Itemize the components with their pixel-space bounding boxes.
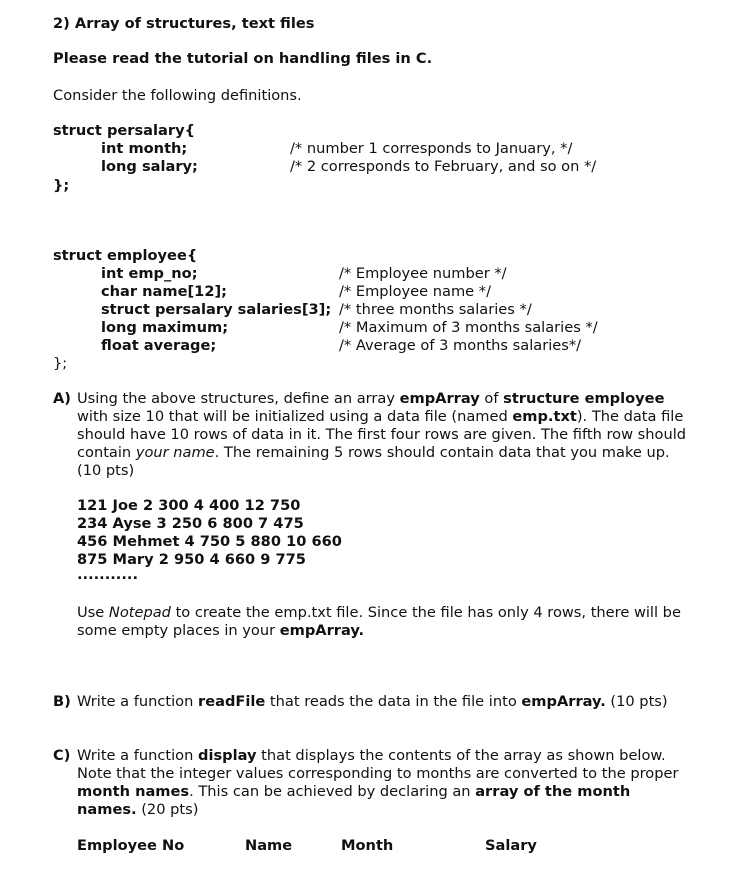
data-row: 875 Mary 2 950 4 660 9 775 [77, 551, 306, 568]
data-row: 456 Mehmet 4 750 5 880 10 660 [77, 533, 342, 550]
struct-employee-close: }; [53, 355, 68, 372]
part-a-emparray: empArray [399, 390, 480, 407]
part-c-text: (20 pts) [136, 801, 199, 818]
struct-employee-field-name: char name[12]; [101, 283, 227, 300]
header-month: Month [341, 837, 394, 854]
header-salary: Salary [485, 837, 537, 854]
header-employee-no: Employee No [77, 837, 185, 854]
part-a-text: Using the above structures, define an array [77, 390, 400, 407]
struct-persalary-field-month: int month; [101, 140, 188, 157]
struct-employee-field-average: float average; [101, 337, 217, 354]
header-name: Name [245, 837, 293, 854]
struct-employee-comment-4: /* Maximum of 3 months salaries */ [339, 319, 598, 336]
notepad-instruction [77, 604, 687, 640]
part-b-text: that reads the data in the file into [265, 693, 522, 710]
part-c-text: Write a function [77, 747, 199, 764]
part-a-text: . The remaining 5 rows should contain data that you make up. (10 pts) [77, 444, 670, 479]
struct-persalary-close: }; [53, 177, 70, 194]
part-b-text: (10 pts) [605, 693, 668, 710]
part-c-array-of-month-names: array of the month names. [77, 783, 631, 818]
part-a-your-name: your name [135, 444, 215, 461]
tutorial-note: Please read the tutorial on handling files in C. [53, 50, 433, 67]
part-a-label: A) [53, 390, 71, 407]
part-a-filename: emp.txt [512, 408, 577, 425]
part-a-question [53, 390, 693, 480]
part-b-text: Write a function [77, 693, 199, 710]
data-row: 234 Ayse 3 250 6 800 7 475 [77, 515, 304, 532]
struct-persalary-open: struct persalary{ [53, 122, 195, 139]
struct-employee-comment-1: /* Employee number */ [339, 265, 507, 282]
struct-employee-open: struct employee{ [53, 247, 198, 264]
part-c-text: that displays the contents of the array as shown below. Note that the integer values corresponding to months are converted to the proper [77, 747, 679, 782]
data-row: 121 Joe 2 300 4 400 12 750 [77, 497, 301, 514]
struct-persalary-comment-2: /* 2 corresponds to February, and so on */ [290, 158, 597, 175]
part-b-emparray: empArray. [521, 693, 606, 710]
part-a-text: of [479, 390, 504, 407]
struct-employee-field-maximum: long maximum; [101, 319, 229, 336]
struct-employee-field-salaries: struct persalary salaries[3]; [101, 301, 332, 318]
notepad-text: Use [77, 604, 109, 621]
part-c-text: . This can be achieved by declaring an [189, 783, 476, 800]
struct-employee-comment-5: /* Average of 3 months salaries*/ [339, 337, 582, 354]
part-c-label: C) [53, 747, 71, 764]
struct-persalary-comment-1: /* number 1 corresponds to January, */ [290, 140, 573, 157]
struct-employee-field-emp-no: int emp_no; [101, 265, 198, 282]
notepad-word: Notepad [108, 604, 171, 621]
part-c-question [53, 747, 693, 819]
part-b-label: B) [53, 693, 71, 710]
struct-employee-comment-3: /* three months salaries */ [339, 301, 532, 318]
part-a-text: ). The data file should have 10 rows of data in it. The first four rows are given. The fifth row should contain [77, 408, 687, 461]
part-a-structure: structure employee [503, 390, 665, 407]
struct-employee-comment-2: /* Employee name */ [339, 283, 492, 300]
part-c-month-names: month names [77, 783, 190, 800]
data-ellipsis: ........... [77, 566, 138, 583]
notepad-emparray: empArray. [279, 622, 365, 639]
part-c-display: display [198, 747, 257, 764]
notepad-text: to create the emp.txt file. Since the file has only 4 rows, there will be some empty places in your [77, 604, 681, 639]
part-b-readfile: readFile [198, 693, 266, 710]
part-a-text: with size 10 that will be initialized using a data file (named [77, 408, 513, 425]
part-b-question [53, 693, 693, 711]
consider-text: Consider the following definitions. [53, 87, 302, 104]
section-heading: 2) Array of structures, text files [53, 15, 315, 32]
struct-persalary-field-salary: long salary; [101, 158, 198, 175]
